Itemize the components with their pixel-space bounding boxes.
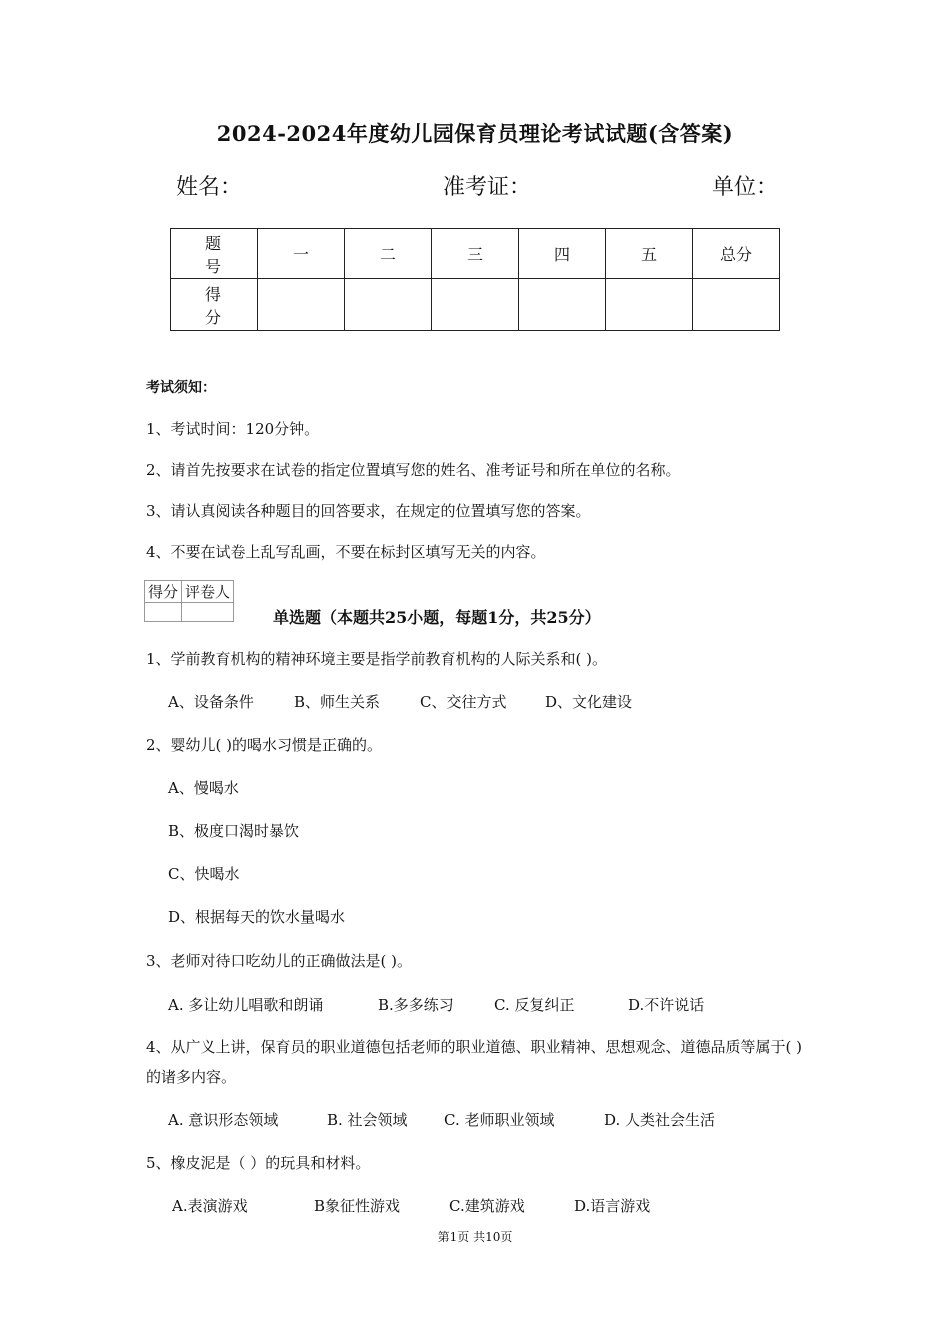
score-cell-3[interactable] <box>432 279 519 331</box>
grader-score-label: 得分 <box>145 581 182 603</box>
notice-item: 3、请认真阅读各种题目的回答要求，在规定的位置填写您的答案。 <box>146 502 591 520</box>
option[interactable]: C. 反复纠正 <box>494 996 575 1014</box>
score-cell-5[interactable] <box>606 279 693 331</box>
option[interactable]: D.不许说话 <box>628 996 705 1014</box>
notice-item: 4、不要在试卷上乱写乱画，不要在标封区填写无关的内容。 <box>146 543 546 561</box>
option[interactable]: D. 人类社会生活 <box>604 1111 716 1129</box>
option[interactable]: D.语言游戏 <box>574 1197 651 1215</box>
unit-field-label: 单位： <box>712 175 779 200</box>
notice-item: 2、请首先按要求在试卷的指定位置填写您的姓名、准考证号和所在单位的名称。 <box>146 461 681 479</box>
notice-title: 考试须知： <box>146 380 216 396</box>
grader-reviewer-label: 评卷人 <box>182 581 234 603</box>
page-footer: 第1页 共10页 <box>437 1230 513 1244</box>
option[interactable]: C、交往方式 <box>420 693 507 711</box>
score-table-header-row <box>171 229 780 279</box>
option[interactable]: A.表演游戏 <box>172 1197 248 1215</box>
section-title: 单选题（本题共25小题，每题1分，共25分） <box>273 608 601 627</box>
score-cell-total[interactable] <box>693 279 780 331</box>
score-cell-2[interactable] <box>345 279 432 331</box>
score-table <box>170 228 780 331</box>
question-stem: 5、橡皮泥是（ ）的玩具和材料。 <box>146 1154 371 1172</box>
option[interactable]: B、师生关系 <box>294 693 381 711</box>
option[interactable]: A. 意识形态领域 <box>168 1111 279 1129</box>
question-stem: 2、婴幼儿( )的喝水习惯是正确的。 <box>146 736 383 754</box>
option[interactable]: A、设备条件 <box>168 693 254 711</box>
question-stem: 3、老师对待口吃幼儿的正确做法是( )。 <box>146 952 413 970</box>
exam-number-field-label: 准考证： <box>443 175 532 200</box>
option[interactable]: C、快喝水 <box>168 865 240 883</box>
score-table-score-row <box>171 279 780 331</box>
option[interactable]: C.建筑游戏 <box>449 1197 525 1215</box>
option[interactable]: A、慢喝水 <box>168 779 239 797</box>
section-4-header: 四 <box>519 229 606 279</box>
option[interactable]: B.多多练习 <box>378 996 454 1014</box>
option[interactable]: D、根据每天的饮水量喝水 <box>168 908 346 926</box>
score-cell-1[interactable] <box>258 279 345 331</box>
section-5-header: 五 <box>606 229 693 279</box>
score-cell-4[interactable] <box>519 279 606 331</box>
question-number-label: 题 号 <box>171 229 258 279</box>
option[interactable]: C. 老师职业领域 <box>444 1111 555 1129</box>
question-stem: 1、学前教育机构的精神环境主要是指学前教育机构的人际关系和( )。 <box>146 650 608 668</box>
section-2-header: 二 <box>345 229 432 279</box>
section-1-header: 一 <box>258 229 345 279</box>
page-title: 2024-2024年度幼儿园保育员理论考试试题(含答案) <box>216 121 734 146</box>
section-3-header: 三 <box>432 229 519 279</box>
option[interactable]: B、极度口渴时暴饮 <box>168 822 300 840</box>
notice-item: 1、考试时间：120分钟。 <box>146 420 320 438</box>
grader-box <box>144 580 234 622</box>
score-label: 得 分 <box>171 279 258 331</box>
grader-score-cell[interactable] <box>145 603 182 622</box>
grader-reviewer-cell[interactable] <box>182 603 234 622</box>
name-field-label: 姓名： <box>176 175 243 200</box>
option[interactable]: D、文化建设 <box>545 693 633 711</box>
question-stem: 4、从广义上讲，保育员的职业道德包括老师的职业道德、职业精神、思想观念、道德品质等属于( )的诸多内容。 <box>146 1038 803 1086</box>
option[interactable]: B. 社会领域 <box>327 1111 408 1129</box>
option[interactable]: A. 多让幼儿唱歌和朗诵 <box>168 996 324 1014</box>
total-header: 总分 <box>693 229 780 279</box>
option[interactable]: B象征性游戏 <box>314 1197 401 1215</box>
